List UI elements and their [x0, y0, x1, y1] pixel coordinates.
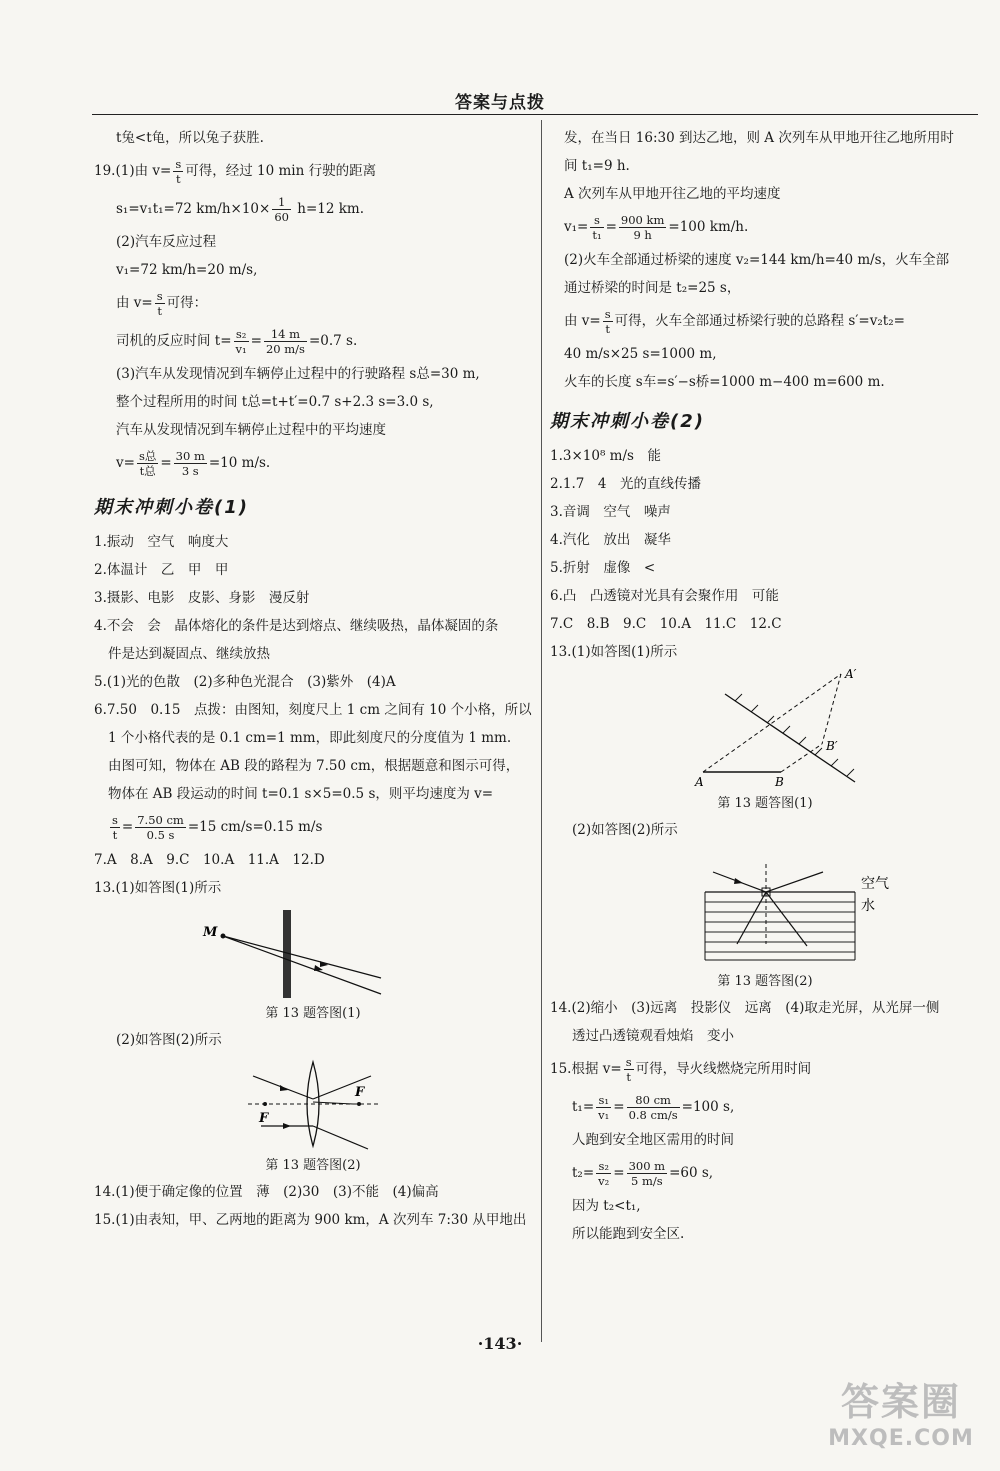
figure-caption: 第 13 题答图(1) [717, 796, 813, 811]
answer-5: 5.折射 虚像 < [550, 560, 656, 576]
formula-s-prime: 由 v= $\frac{s}{t}$ 可得，火车全部通过桥梁行驶的总路程 s′=v₂t₂= [564, 307, 905, 336]
answer-3: 3.摄影、电影 皮影、身影 漫反射 [94, 590, 310, 606]
answer-13-1: 13.(1)如答图(1)所示 [94, 880, 222, 896]
figure-caption: 第 13 题答图(2) [717, 974, 813, 989]
answer-2: 2.体温计 乙 甲 甲 [94, 562, 229, 578]
answer-6e: $\frac{s}{t}$ = $\frac{7.50 cm}{0.5 s}$ =15 cm/s=0.15 m/s [112, 813, 323, 842]
answer-1: 1.振动 空气 响度大 [94, 534, 229, 550]
q19-part3b: 整个过程所用的时间 t总=t+t′=0.7 s+2.3 s=3.0 s, [116, 394, 434, 410]
answer-15: 15.根据 v= $\frac{s}{t}$ 可得，导火线燃烧完所用时间 [550, 1055, 812, 1084]
q19-part2: (2)汽车反应过程 [116, 234, 217, 250]
section-title-1: 期末冲刺小卷(1) [94, 497, 249, 518]
figure-caption: 第 13 题答图(1) [265, 1006, 361, 1021]
page-number: ·143· [477, 1334, 523, 1353]
page-header-title: 答案与点拨 [455, 93, 545, 113]
svg-text:水: 水 [861, 898, 875, 914]
svg-text:空气: 空气 [861, 876, 889, 892]
image-a-b [822, 674, 841, 744]
q19-reaction-time: 司机的反应时间 t= $\frac{\text{s₂}}{\text{v₁}}$ = $\frac{14 m}{20 m/s}$ =0.7 s. [116, 327, 358, 356]
left-column [94, 124, 532, 1234]
answer-6a: 6.7.50 0.15 点拨：由图知，刻度尺上 1 cm 之间有 10 个小格，所以 [94, 702, 532, 718]
answer-7-12: 7.C 8.B 9.C 10.A 11.C 12.C [550, 616, 782, 632]
label-m: M [203, 925, 218, 940]
answer-7-12: 7.A 8.A 9.C 10.A 11.A 12.D [94, 852, 325, 868]
q19-part1: 19.(1)由 v= $\frac{s}{t}$ 可得，经过 10 min 行驶的距离 [94, 157, 377, 186]
svg-text:B′: B′ [826, 739, 838, 753]
svg-text:B: B [775, 775, 784, 789]
q19-part3: (3)汽车从发现情况到车辆停止过程中的行驶路程 s总=30 m, [116, 366, 480, 382]
answer-13-2: (2)如答图(2)所示 [116, 1032, 222, 1048]
formula-t2: t₂= $\frac{\text{s₂}}{\text{v₂}}$ = $\frac{300 m}{5 m/s}$ =60 s, [572, 1159, 714, 1188]
header-rule [92, 114, 978, 115]
text-line: t兔<t龟，所以兔子获胜. [116, 130, 264, 146]
text-line: 40 m/s×25 s=1000 m, [564, 346, 717, 362]
svg-text:A: A [695, 775, 704, 789]
formula-v1: v₁= $\frac{s}{\text{t₁}}$ = $\frac{900 km}{9 h}$ =100 km/h. [564, 213, 749, 242]
figure-13-2-right [615, 844, 915, 970]
text-line: 间 t₁=9 h. [564, 158, 630, 174]
answer-13-1: 13.(1)如答图(1)所示 [550, 644, 678, 660]
answer-13-2: (2)如答图(2)所示 [572, 822, 678, 838]
figure-13-2-left [163, 1054, 463, 1154]
answer-4: 4.汽化 放出 凝华 [550, 532, 671, 548]
answer-14: 14.(1)便于确定像的位置 薄 (2)30 (3)不能 (4)偏高 [94, 1184, 439, 1200]
answer-6c: 由图可知，物体在 AB 段的路程为 7.50 cm，根据题意和图示可得， [108, 758, 520, 774]
svg-text:A′: A′ [845, 667, 857, 681]
answer-6: 6.凸 凸透镜对光具有会聚作用 可能 [550, 588, 779, 604]
text-line: 发，在当日 16:30 到达乙地，则 A 次列车从甲地开往乙地所用时 [564, 130, 954, 146]
answer-3: 3.音调 空气 噪声 [550, 504, 671, 520]
q19-part3c: 汽车从发现情况到车辆停止过程中的平均速度 [116, 422, 386, 438]
q19-by: 由 v= $\frac{s}{t}$ 可得： [116, 289, 208, 318]
answer-1: 1.3×10⁸ m/s 能 [550, 448, 661, 464]
watermark-logo: 答案圈 MXQE.COM [828, 1380, 974, 1451]
text-line: 火车的长度 s车=s′−s桥=1000 m−400 m=600 m. [564, 374, 885, 390]
formula-t1: t₁= $\frac{\text{s₁}}{\text{v₁}}$ = $\frac{80 cm}{0.8 cm/s}$ =100 s, [572, 1093, 735, 1122]
label-f-right: F [355, 1085, 365, 1100]
figure-caption: 第 13 题答图(2) [265, 1158, 361, 1173]
right-column [550, 124, 980, 1248]
q19-avg-speed: v= $\frac{\text{s总}}{\text{t总}}$ = $\frac{30 m}{3 s}$ =10 m/s. [116, 449, 271, 478]
text-line: 人跑到安全地区需用的时间 [572, 1132, 734, 1148]
plane-mirror [725, 694, 855, 782]
text-line: (2)火车全部通过桥梁的速度 v₂=144 km/h=40 m/s，火车全部 [564, 252, 950, 268]
figure-13-1-left [163, 902, 463, 1002]
answer-14b: 透过凸透镜观看烛焰 变小 [572, 1028, 734, 1044]
text-line: 因为 t₂<t₁, [572, 1198, 641, 1214]
q19-formula-s1: s₁=v₁t₁=72 km/h×10× $\frac{1}{60}$ h=12 km. [116, 195, 365, 224]
column-divider [541, 120, 542, 1342]
text-line: A 次列车从甲地开往乙地的平均速度 [564, 186, 781, 202]
figure-13-1-right [615, 666, 915, 792]
answer-14a: 14.(2)缩小 (3)远离 投影仪 远离 (4)取走光屏，从光屏一侧 [550, 1000, 940, 1016]
answer-5: 5.(1)光的色散 (2)多种色光混合 (3)紫外 (4)A [94, 674, 396, 690]
answer-6b: 1 个小格代表的是 0.1 cm=1 mm，即此刻度尺的分度值为 1 mm. [108, 730, 512, 746]
answer-15-start: 15.(1)由表知，甲、乙两地的距离为 900 km，A 次列车 7:30 从甲地出 [94, 1212, 527, 1228]
answer-6d: 物体在 AB 段运动的时间 t=0.1 s×5=0.5 s，则平均速度为 v= [108, 786, 494, 802]
answer-2: 2.1.7 4 光的直线传播 [550, 476, 701, 492]
answer-4b: 件是达到凝固点、继续放热 [108, 646, 270, 662]
answer-4a: 4.不会 会 晶体熔化的条件是达到熔点、继续吸热，晶体凝固的条 [94, 618, 499, 634]
text-line: 通过桥梁的时间是 t₂=25 s， [564, 280, 741, 296]
section-title-2: 期末冲刺小卷(2) [550, 411, 705, 432]
q19-v1: v₁=72 km/h=20 m/s, [116, 262, 258, 278]
label-f-left: F [259, 1111, 269, 1126]
text-line: 所以能跑到安全区. [572, 1226, 685, 1242]
